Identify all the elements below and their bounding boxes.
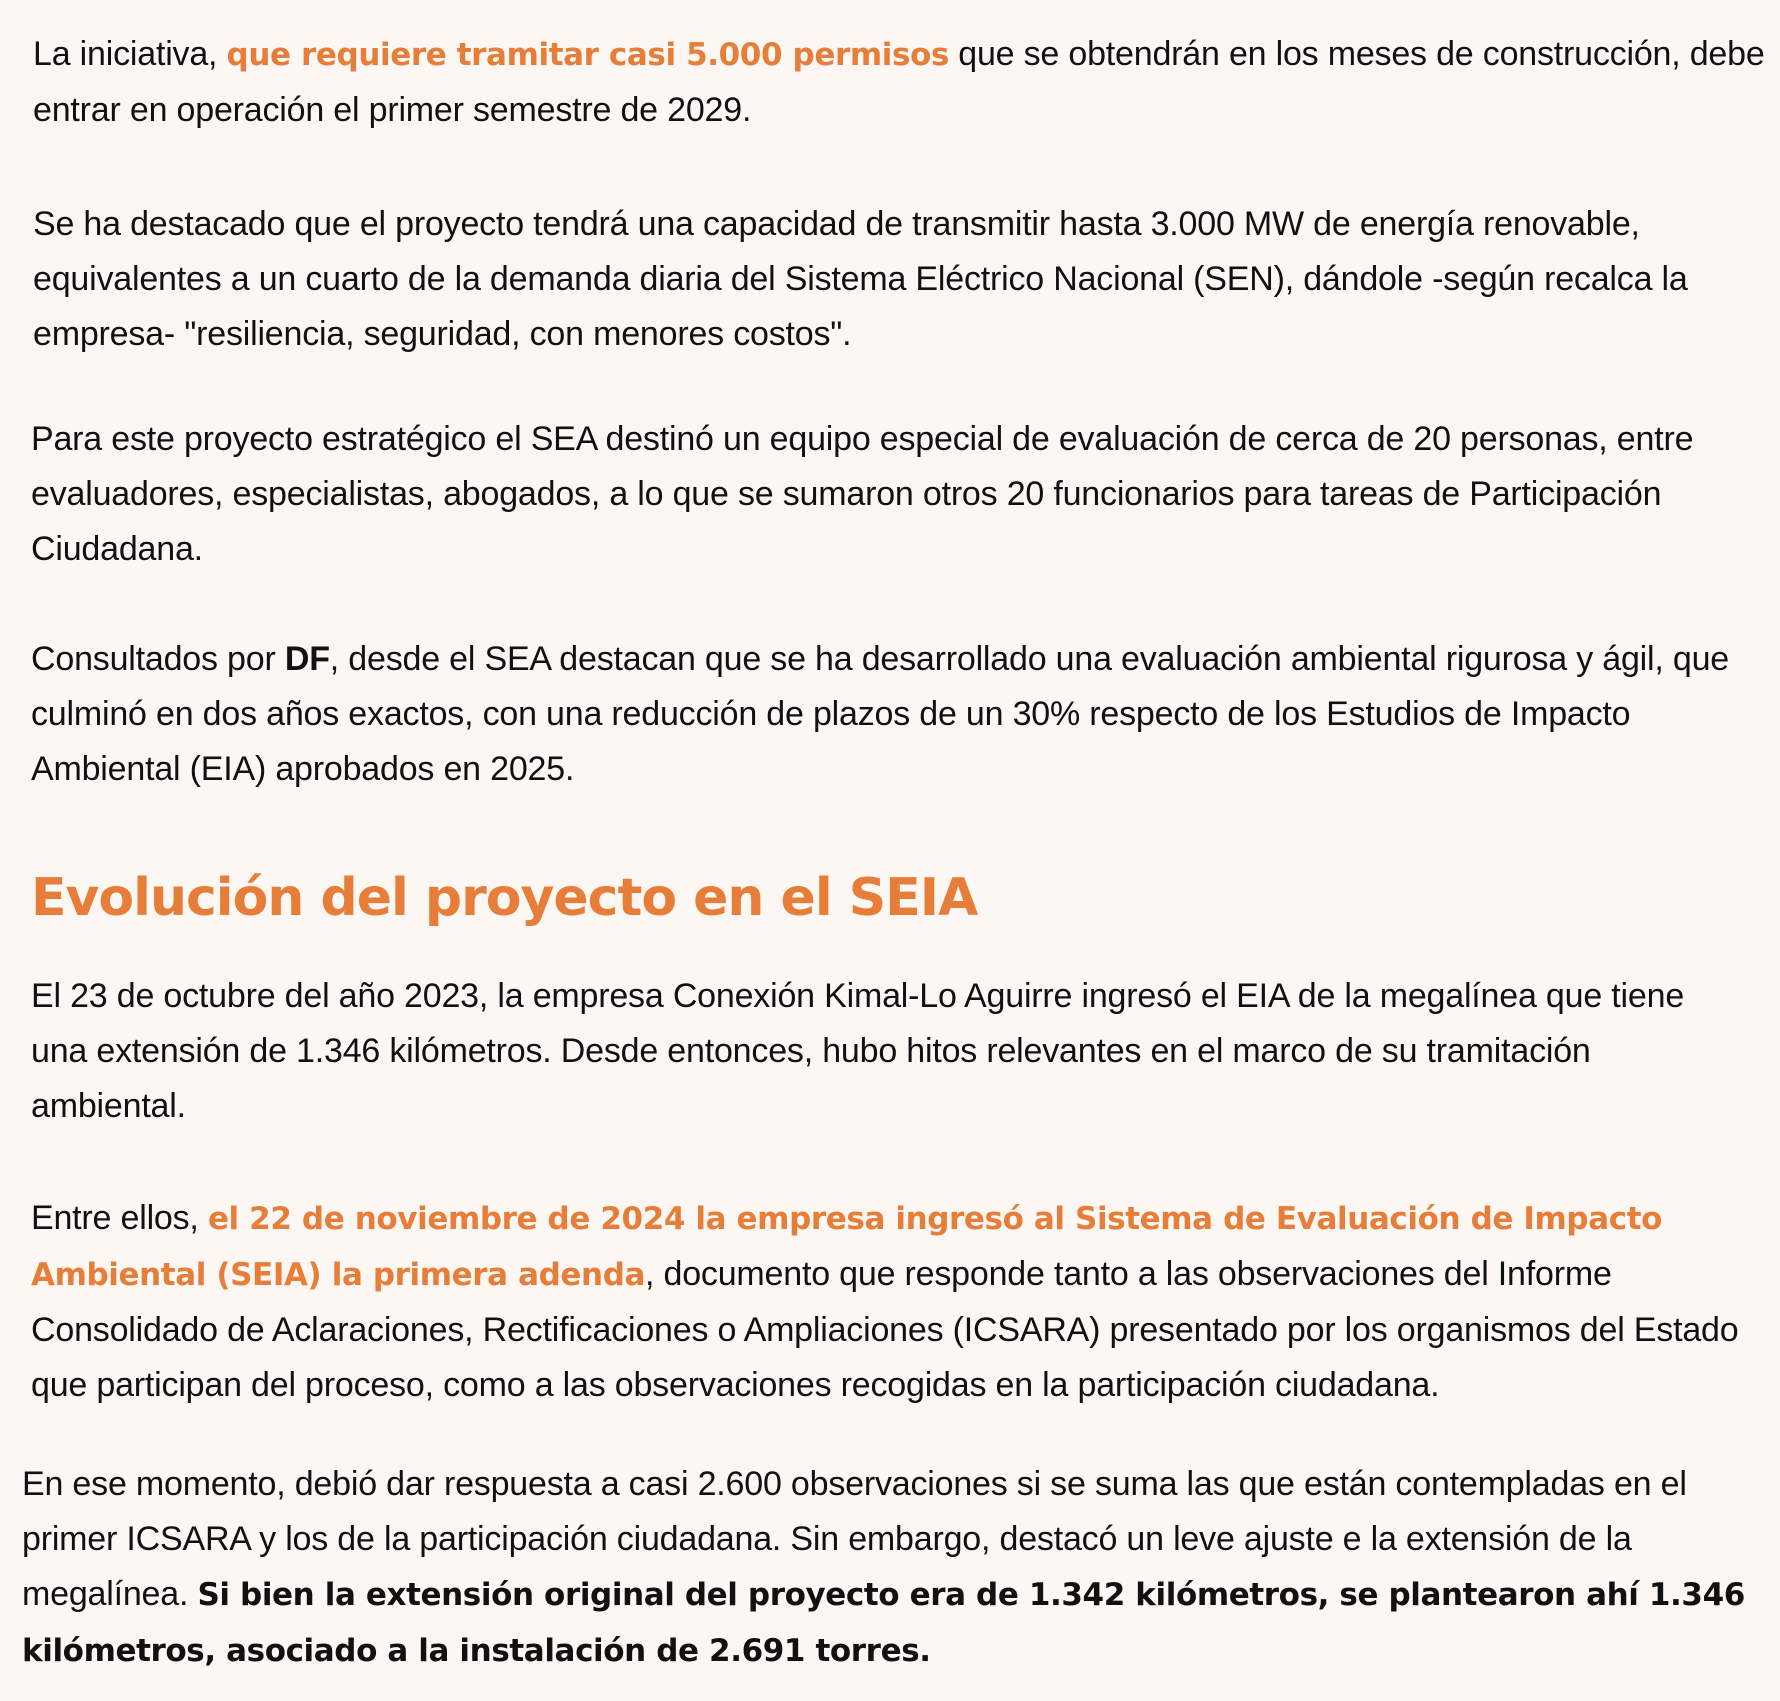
paragraph-1-text-start: La iniciativa, xyxy=(33,35,227,73)
paragraph-7-bold-text: Si bien la extensión original del proyecto era de 1.342 kilómetros, se plantearon ahí 1.346 kilómetros, asociado a la instalación de 2.691 torres. xyxy=(22,1577,1745,1669)
paragraph-6-text-start: Entre ellos, xyxy=(31,1199,208,1237)
paragraph-2 xyxy=(33,197,1768,362)
paragraph-6-text-end: , documento que responde tanto a las observaciones del Informe Consolidado de Aclaraciones, Rectificaciones o Ampliaciones (ICSARA) presentado por los organismos del Estado que participan del proceso, como a las observaciones recogidas en la participación ciudadana. xyxy=(31,1255,1739,1404)
paragraph-7 xyxy=(22,1457,1767,1679)
df-bold: DF xyxy=(284,640,330,678)
paragraph-3-text: Para este proyecto estratégico el SEA destinó un equipo especial de evaluación de cerca de 20 personas, entre evaluadores, especialistas, abogados, a lo que se sumaron otros 20 funcionarios para tareas de Participación Ciudadana. xyxy=(31,420,1694,568)
paragraph-4-text-end: , desde el SEA destacan que se ha desarrollado una evaluación ambiental rigurosa y ágil, que culminó en dos años exactos, con una reducción de plazos de un 30% respecto de los Estudios de Impacto Ambiental (EIA) aprobados en 2025. xyxy=(31,640,1729,788)
paragraph-2-text: Se ha destacado que el proyecto tendrá una capacidad de transmitir hasta 3.000 MW de energía renovable, equivalentes a un cuarto de la demanda diaria del Sistema Eléctrico Nacional (SEN), dándole -según recalca la empresa- "resiliencia, seguridad, con menores costos". xyxy=(33,205,1688,353)
paragraph-4 xyxy=(31,632,1771,797)
paragraph-1-text-end: que se obtendrán en los meses de construcción, debe entrar en operación el primer semestre de 2029. xyxy=(33,35,1765,129)
adenda-link[interactable]: el 22 de noviembre de 2024 la empresa ingresó al Sistema de Evaluación de Impacto Ambiental (SEIA) la primera adenda xyxy=(31,1201,1663,1293)
paragraph-5-text: El 23 de octubre del año 2023, la empresa Conexión Kimal-Lo Aguirre ingresó el EIA de la megalínea que tiene una extensión de 1.346 kilómetros. Desde entonces, hubo hitos relevantes en el marco de su tramitación ambiental. xyxy=(31,977,1685,1125)
section-heading: Evolución del proyecto en el SEIA xyxy=(31,868,978,928)
permits-link[interactable]: que requiere tramitar casi 5.000 permisos xyxy=(226,37,949,73)
paragraph-3 xyxy=(31,412,1766,577)
paragraph-4-text-start: Consultados por xyxy=(31,640,285,678)
paragraph-6 xyxy=(31,1191,1766,1413)
paragraph-5 xyxy=(31,969,1731,1134)
paragraph-1 xyxy=(33,27,1768,138)
paragraph-7-text: En ese momento, debió dar respuesta a casi 2.600 observaciones si se suma las que están contempladas en el primer ICSARA y los de la participación ciudadana. Sin embargo, destacó un leve ajuste e la extensión de la megalínea. xyxy=(22,1465,1687,1613)
